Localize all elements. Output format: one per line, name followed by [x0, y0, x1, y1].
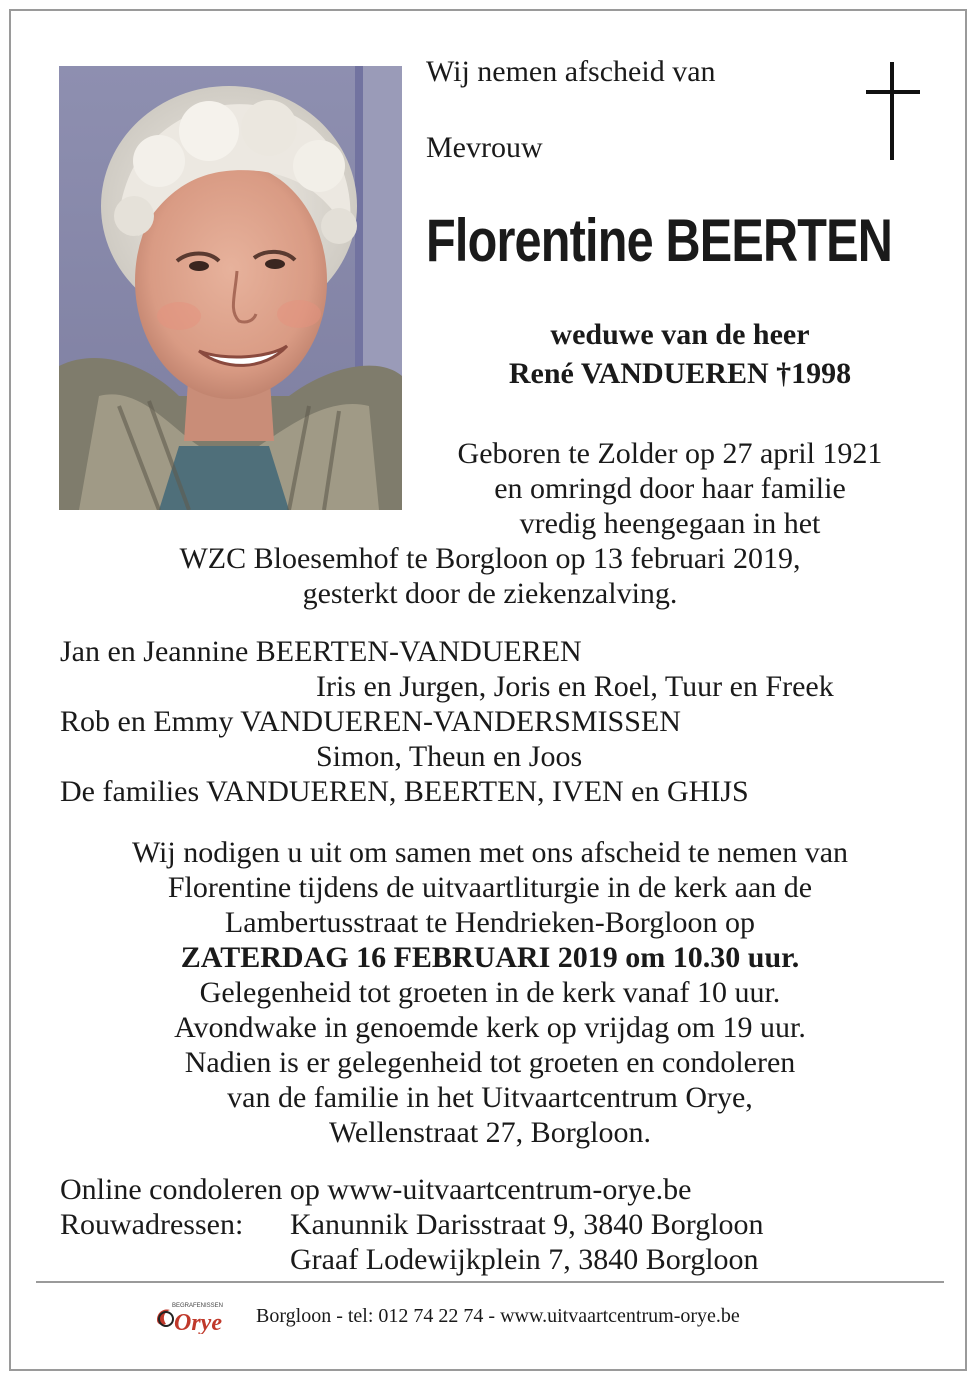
invitation-line: Wij nodigen u uit om samen met ons afscheid te nemen van	[131, 836, 849, 869]
portrait-photo	[59, 66, 402, 510]
invitation-line: Nadien is er gelegenheid tot groeten en condoleren	[184, 1046, 796, 1079]
deceased-name: Florentine BEERTEN	[426, 207, 893, 274]
address-label: Rouwadressen:	[60, 1208, 244, 1241]
anointing-line: gesterkt door de ziekenzalving.	[302, 577, 678, 610]
logo-text: Orye	[174, 1310, 222, 1334]
orye-logo	[154, 1300, 228, 1334]
widow-line-1: weduwe van de heer	[550, 318, 810, 351]
footer	[154, 1300, 854, 1334]
address-line: Kanunnik Darisstraat 9, 3840 Borgloon	[290, 1208, 764, 1241]
invitation-line: Lambertusstraat te Hendrieken-Borgloon op	[224, 906, 756, 939]
death-place-line: WZC Bloesemhof te Borgloon op 13 februari 2019,	[179, 542, 801, 575]
family-line: en omringd door haar familie	[494, 472, 846, 505]
title-text: Mevrouw	[426, 131, 543, 164]
invitation-line: van de familie in het Uitvaartcentrum Orye,	[227, 1081, 753, 1114]
footer-contact: Borgloon - tel: 012 74 22 74 - www.uitvaartcentrum-orye.be	[256, 1305, 740, 1327]
invitation-line: Wellenstraat 27, Borgloon.	[329, 1116, 651, 1149]
family-entry: Jan en Jeannine BEERTEN-VANDUEREN	[60, 635, 582, 668]
footer-divider	[36, 1281, 944, 1283]
funeral-date: ZATERDAG 16 FEBRUARI 2019 om 10.30 uur.	[180, 941, 800, 974]
family-entry: Rob en Emmy VANDUEREN-VANDERSMISSEN	[60, 705, 681, 738]
widow-line-2: René VANDUEREN †1998	[508, 357, 852, 390]
cross-icon	[866, 62, 920, 160]
family-entry: Simon, Theun en Joos	[316, 740, 583, 773]
invitation-line: Florentine tijdens de uitvaartliturgie in de kerk aan de	[167, 871, 813, 904]
address-line: Graaf Lodewijkplein 7, 3840 Borgloon	[290, 1243, 759, 1276]
invitation-line: Avondwake in genoemde kerk op vrijdag om 19 uur.	[174, 1011, 806, 1044]
intro-text: Wij nemen afscheid van	[426, 55, 716, 88]
passed-line: vredig heengegaan in het	[519, 507, 821, 540]
online-condolences: Online condoleren op www-uitvaartcentrum-orye.be	[60, 1173, 692, 1206]
logo-subtitle: BEGRAFENISSEN	[172, 1303, 224, 1309]
family-entry: De families VANDUEREN, BEERTEN, IVEN en GHIJS	[60, 775, 749, 808]
invitation-line: Gelegenheid tot groeten in de kerk vanaf 10 uur.	[199, 976, 781, 1009]
birth-line: Geboren te Zolder op 27 april 1921	[457, 437, 883, 470]
family-entry: Iris en Jurgen, Joris en Roel, Tuur en Freek	[316, 670, 834, 703]
